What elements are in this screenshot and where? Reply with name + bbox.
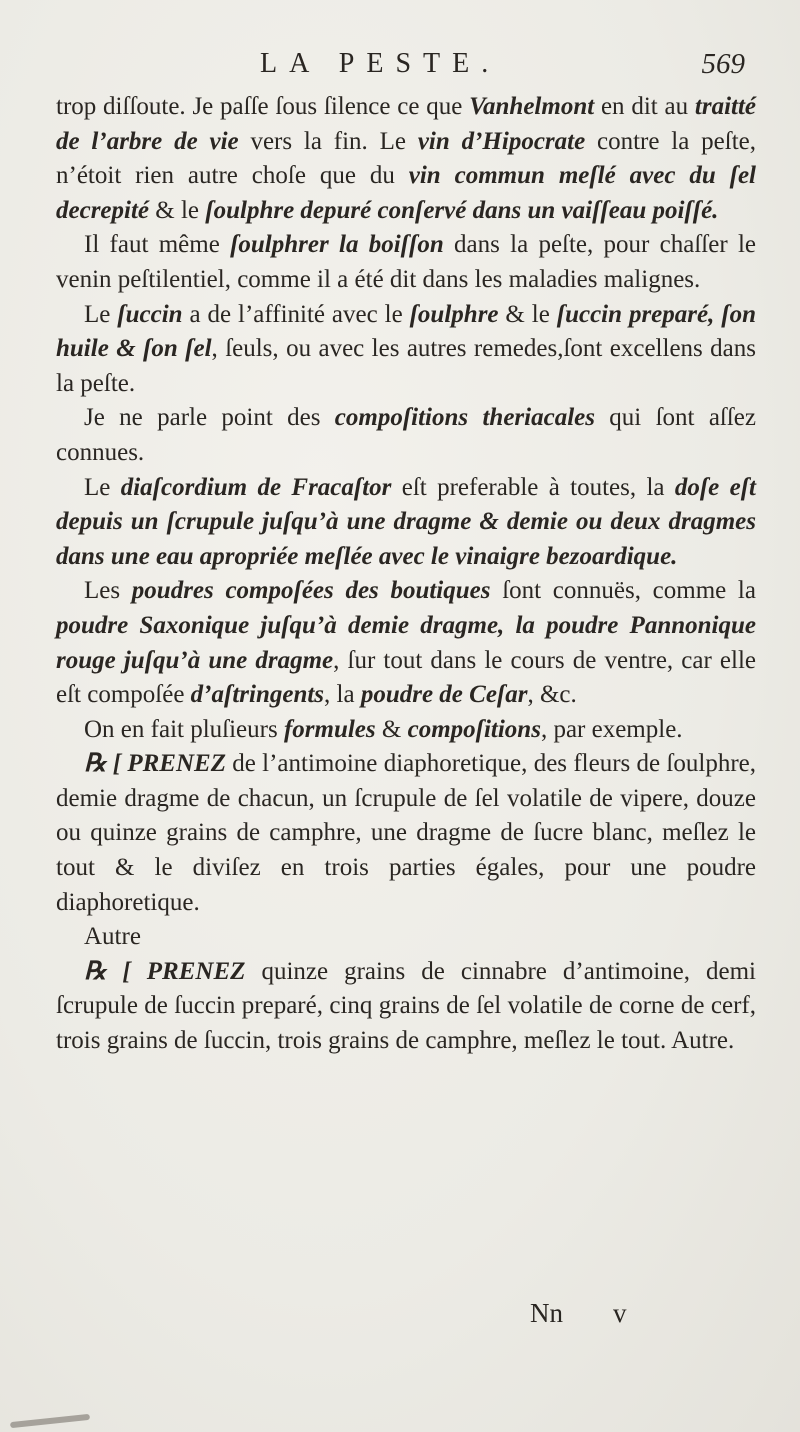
page-header [60,48,750,94]
paragraph-autre: Autre [84,923,141,951]
signature-letters: Nn [530,1298,563,1328]
body-text [56,90,756,1059]
paragraph-2: Il faut même ſoulphrer la boiſſon dans la peſte, pour chaſſer le venin peſtilentiel, comme il a été dit dans les maladies malignes. [56,231,756,293]
paragraph-1: trop diſſoute. Je paſſe ſous ſilence ce que Vanhelmont en dit au traitté de l’arbre de vie vers la fin. Le vin d’Hipocrate contre la peſte, n’étoit rien autre choſe que du vin commun meſlé avec du ſel decrepité & le ſoulphre depuré conſervé dans un vaiſſeau poiſſé. [56,93,756,224]
recipe-symbol: ℞ [ [84,750,122,778]
signature-roman: v [613,1298,627,1328]
paragraph-3: Le ſuccin a de l’affinité avec le ſoulphre & le ſuccin preparé, ſon huile & ſon ſel, ſeuls, ou avec les autres remedes,ſont excellens dans la peſte. [56,300,756,397]
page-number: 569 [701,48,745,80]
paragraph-5: Le diaſcordium de Fracaſtor eſt preferable à toutes, la doſe eſt depuis un ſcrupule juſqu’à une dragme & demie ou deux dragmes dans une eau apropriée meſlée avec le vinaigre bezoardique. [56,473,756,570]
page-stain [10,1414,90,1428]
paragraph-6: Les poudres compoſées des boutiques ſont connuës, comme la poudre Saxonique juſqu’à demie dragme, la poudre Pannonique rouge juſqu’à une dragme, ſur tout dans le cours de ventre, car elle eſt compoſée d’aſtringents, la poudre de Ceſar, &c. [56,577,757,709]
paragraph-4: Je ne parle point des compoſitions theriacales qui ſont aſſez connues. [56,404,756,466]
running-title: LA PESTE. [260,48,501,79]
recipe-1: ℞ [ PRENEZ de l’antimoine diaphoretique, des fleurs de ſoulphre, demie dragme de chacun, un ſcrupule de ſel volatile de vipere, douze ou quinze grains de camphre, une dragme de ſucre blanc, meſlez le tout & le diviſez en trois parties égales, pour une poudre diaphoretique. [56,750,756,916]
paragraph-7: On en fait pluſieurs formules & compoſitions, par exemple. [84,715,683,743]
signature-mark [530,1298,750,1329]
recipe-symbol: ℞ [ [84,957,131,985]
recipe-2: ℞ [ PRENEZ quinze grains de cinnabre d’antimoine, demi ſcrupule de ſuccin preparé, cinq grains de ſel volatile de corne de cerf, trois grains de ſuccin, trois grains de camphre, meſlez le tout. Autre. [56,957,756,1055]
